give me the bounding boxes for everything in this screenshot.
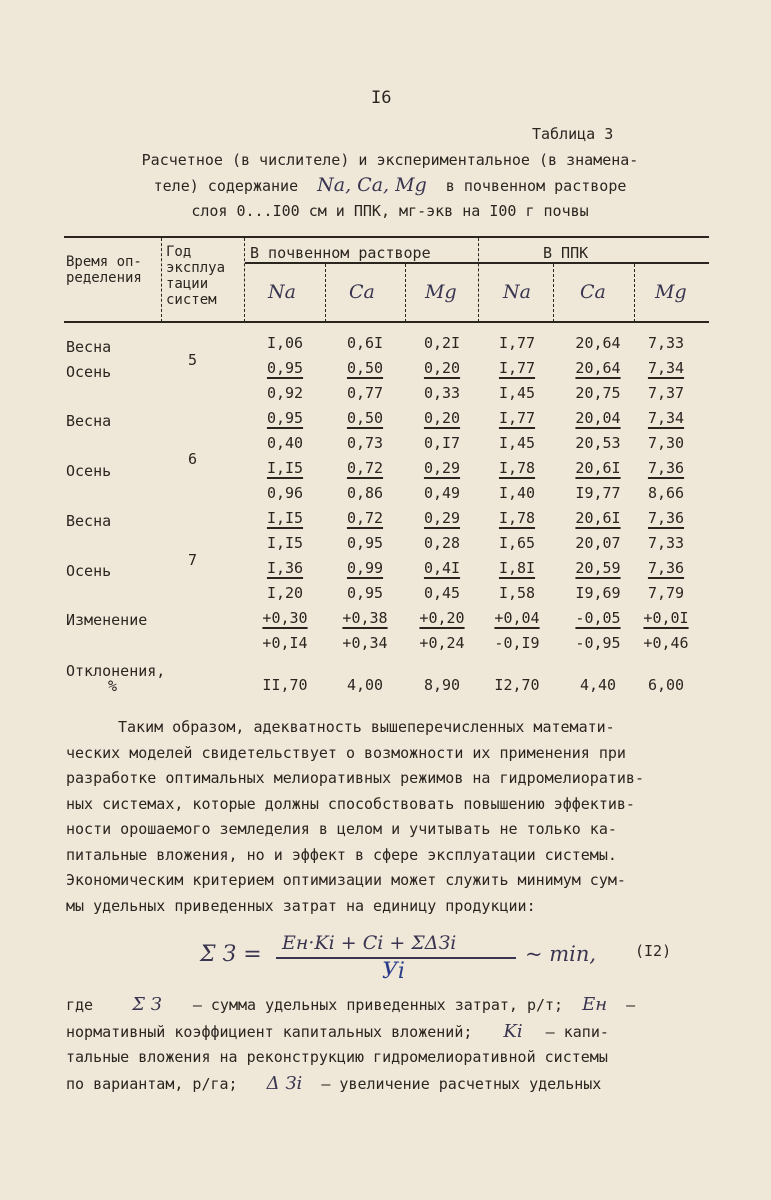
table-cell: 0,50 [346,359,384,377]
table-cell: I,65 [498,534,536,552]
table-cell: 8,66 [647,484,685,502]
paragraph-line-8: мы удельных приведенных затрат на единицу продукции: [66,896,536,915]
table-cell: I9,69 [575,584,621,602]
row-label-spring-7: Весна [66,512,112,530]
header-year-line-2: эксплуа [166,260,226,276]
table-cell: I,I5 [266,509,304,527]
def-sym-k: Ki [503,1020,523,1042]
def-where: где [66,996,94,1014]
caption-line-2-post: в почвенном растворе [445,177,627,195]
group-header-rule [245,262,709,264]
table-cell: I,78 [498,509,536,527]
table-row [0,334,771,356]
def-k-text: – капи- [545,1022,609,1041]
table-cell: 20,07 [575,534,621,552]
caption-line-1: Расчетное (в числителе) и экспериментальное (в знамена- [141,151,639,169]
col-divider-soil-2 [405,264,406,322]
header-ca-soil: Ca [349,281,375,303]
table-cell: I,06 [266,334,304,352]
table-cell: +0,46 [643,634,689,652]
table-row [0,609,771,631]
table-cell: 20,64 [575,359,621,377]
year-5: 5 [188,351,198,369]
table-cell: I,58 [498,584,536,602]
paragraph-line-6: питальные вложения, но и эффект в сфере эксплуатации системы. [66,845,617,864]
table-cell: 0,95 [346,584,384,602]
row-label-autumn-5: Осень [66,363,112,381]
definitions-line-2 [66,1019,716,1046]
table-cell: I,78 [498,459,536,477]
paragraph-line-5: ности орошаемого земледелия в целом и учитывать не только ка- [66,820,617,838]
table-cell: 0,20 [423,359,461,377]
table-cell: 0,6I [346,334,384,352]
table-cell: 0,2I [423,334,461,352]
table-cell: 7,34 [647,359,685,377]
paragraph-line-3: разработке оптимальных мелиоративных режимов на гидромелиоратив- [66,769,644,787]
table-cell: +0,0I [643,609,689,627]
table-cell: 0,45 [423,584,461,602]
paragraph-line-1: Таким образом, адекватность вышеперечисленных математи- [118,718,615,736]
header-group-soil: В почвенном растворе [250,244,431,262]
table-cell: 0,50 [346,409,384,427]
row-label-spring-6: Весна [66,412,112,430]
header-mg-soil: Mg [425,281,457,303]
table-cell: 0,95 [266,359,304,377]
table-cell: 0,73 [346,434,384,452]
table-cell: 7,33 [647,534,685,552]
table-cell: 7,36 [647,459,685,477]
table-row [0,359,771,381]
table-cell: 0,86 [346,484,384,502]
table-cell: 7,33 [647,334,685,352]
formula-12 [200,932,700,992]
table-row [0,676,771,698]
table-row [0,484,771,506]
row-label-spring-5: Весна [66,338,112,356]
col-divider-ppk-1 [553,264,554,322]
table-cell: 20,64 [575,334,621,352]
row-label-deviation: Отклонения, [66,662,166,680]
table-cell: 0,96 [266,484,304,502]
table-cell: 6,00 [647,676,685,694]
def-en-text: нормативный коэффициент капитальных вложений; [66,1022,473,1041]
def-variants-text: по вариантам, р/га; [66,1074,238,1093]
row-label-deviation-unit: % [108,677,118,695]
table-cell: 20,75 [575,384,621,402]
caption-line-3: слоя 0...I00 см и ППК, мг-экв на I00 г почвы [191,202,589,220]
def-sym-delta: Δ Зi [266,1072,303,1094]
table-cell: +0,24 [419,634,465,652]
row-label-autumn-7: Осень [66,562,112,580]
col-divider-soil-1 [325,264,326,322]
table-cell: 7,30 [647,434,685,452]
table-cell: 7,36 [647,559,685,577]
col-divider-group [478,238,479,322]
header-year [166,244,225,308]
table-cell: 0,29 [423,459,461,477]
row-label-autumn-6: Осень [66,462,112,480]
col-divider-time [161,238,162,322]
table-cell: I,I5 [266,459,304,477]
definitions-line-4 [66,1071,716,1098]
table-cell: 20,6I [575,459,621,477]
header-year-line-1: Год [166,244,192,260]
definitions-line-1 [66,992,716,1019]
table-cell: 20,04 [575,409,621,427]
table-cell: 0,99 [346,559,384,577]
header-time [66,254,142,286]
header-na-soil: Na [268,281,296,303]
table-cell: I9,77 [575,484,621,502]
table-cell: 0,33 [423,384,461,402]
table-cell: 8,90 [423,676,461,694]
table-cell: 0,77 [346,384,384,402]
formula-definitions [66,992,716,1097]
table-cell: I,8I [498,559,536,577]
table-cell: 0,49 [423,484,461,502]
table-cell: 7,36 [647,509,685,527]
formula-number: (I2) [635,942,672,960]
table-cell: -0,05 [575,609,621,627]
table-cell: 4,40 [579,676,617,694]
table-cell: I2,70 [494,676,540,694]
body-paragraph [66,715,716,919]
def-sym-en: Eн [582,994,608,1015]
table-cell: 20,53 [575,434,621,452]
table-cell: I,77 [498,359,536,377]
table-cell: +0,34 [342,634,388,652]
table-cell: +0,38 [342,609,388,627]
table-row [0,634,771,656]
table-cell: 0,4I [423,559,461,577]
table-cell: -0,I9 [494,634,540,652]
table-cell: 0,28 [423,534,461,552]
formula-denominator: Уi [382,959,405,984]
table-cell: -0,95 [575,634,621,652]
def-sum-text: – сумма удельных приведенных затрат, р/т; [192,996,564,1014]
table-cell: I,45 [498,434,536,452]
table-cell: 0,95 [266,409,304,427]
formula-lhs: Σ З = [200,942,262,967]
header-group-ppk: В ППК [543,244,589,262]
table-cell: I,36 [266,559,304,577]
formula-rhs: ~ min, [525,942,597,966]
table-row [0,434,771,456]
table-cell: 0,95 [346,534,384,552]
table-row [0,584,771,606]
header-year-line-3: тации [166,276,209,292]
table-cell: I,77 [498,409,536,427]
table-row [0,384,771,406]
page-number: I6 [371,88,392,108]
table-cell: I,I5 [266,534,304,552]
table-cell: +0,20 [419,609,465,627]
paragraph-line-7: Экономическим критерием оптимизации может служить минимум сум- [66,871,626,889]
paragraph-line-2: ческих моделей свидетельствует о возможности их применения при [66,743,626,762]
table-cell: I,40 [498,484,536,502]
table-cell: +0,30 [262,609,308,627]
definitions-line-3: тальные вложения на реконструкцию гидромелиоративной системы [66,1048,608,1066]
table-cell: I,45 [498,384,536,402]
table-cell: 7,37 [647,384,685,402]
header-time-line-1: Время оп- [66,254,142,270]
table-cell: 0,29 [423,509,461,527]
col-divider-year [244,238,245,322]
table-cell: II,70 [262,676,308,694]
table-cell: +0,I4 [262,634,308,652]
table-cell: 0,40 [266,434,304,452]
table-row [0,559,771,581]
table-cell: 7,34 [647,409,685,427]
table-row [0,534,771,556]
formula-numerator: Eн·Ki + Ci + ΣΔЗi [282,932,457,954]
year-6: 6 [188,450,198,468]
caption-line-2-pre: теле) содержание [153,177,299,195]
table-cell: 0,I7 [423,434,461,452]
table-cell: 20,6I [575,509,621,527]
table-cell: +0,04 [494,609,540,627]
header-ca-ppk: Ca [580,281,606,303]
table-cell: I,20 [266,584,304,602]
table-row [0,509,771,531]
table-cell: 0,20 [423,409,461,427]
def-delta-text: – увеличение расчетных удельных [321,1074,602,1093]
table-label: Таблица 3 [532,125,614,143]
row-label-change: Изменение [66,611,148,629]
header-na-ppk: Na [503,281,531,303]
year-7: 7 [188,551,198,569]
caption-line-2 [60,173,720,199]
table-cell: 7,79 [647,584,685,602]
table-row [0,459,771,481]
caption-elements-handwritten: Na, Ca, Mg [317,174,427,196]
def-dash: – [626,996,636,1014]
table-cell: 0,72 [346,459,384,477]
table-caption [60,148,720,224]
header-year-line-4: систем [166,292,217,308]
table-cell: 0,72 [346,509,384,527]
table-row [0,409,771,431]
header-mg-ppk: Mg [655,281,687,303]
table-cell: 20,59 [575,559,621,577]
col-divider-ppk-2 [634,264,635,322]
header-time-line-2: ределения [66,270,142,286]
def-sym-sum: Σ З [132,994,162,1015]
table-cell: 0,92 [266,384,304,402]
paragraph-line-4: ных системах, которые должны способствовать повышению эффектив- [66,794,635,813]
table-cell: 4,00 [346,676,384,694]
table-cell: I,77 [498,334,536,352]
